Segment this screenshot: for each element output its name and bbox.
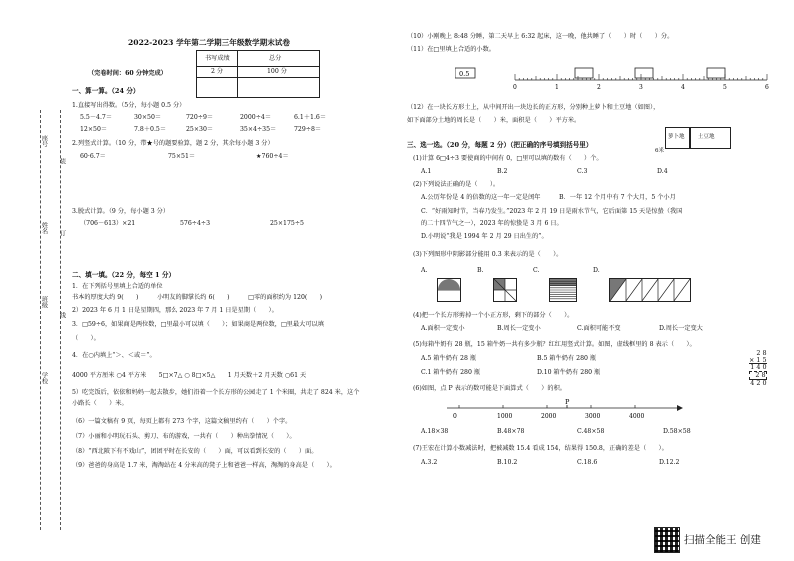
right-page [397, 0, 794, 561]
c7-c: C.18.6 [577, 459, 598, 466]
name-label: 姓名 [40, 222, 48, 235]
ruler-number: 4 [681, 84, 685, 91]
section-2-title: 二、填一填。（22 分，每空 1 分） [72, 271, 176, 279]
radish-plot [665, 127, 691, 149]
score-writing-value: 2 分 [211, 68, 224, 75]
s1-r3-2: 75×51＝ [168, 153, 196, 160]
c2-c: C．“好雨知时节，当春乃发生。”2023 年 2 月 19 日是雨水节气，它后面第 15 天是惊蛰（我国 [421, 208, 683, 215]
s1-r1-1: 5.5－4.7＝ [80, 114, 113, 121]
c3: (3)下列图形中阴影部分能用 0.3 来表示的是（ ）。 [413, 251, 563, 258]
s2-l12: （8）“西北陂下有不戏山”，团团平时在长安的（ ）面，可以看到长安的（ ）面。 [72, 448, 318, 455]
c3-a-label: A. [421, 267, 428, 274]
s2-l13: （9）爸爸的身高是 1.7 米，淘淘站在 4 分米高的凳子上和爸爸一样高，淘淘的身高是（ ）。 [72, 462, 336, 469]
binding-mark-3: 线 [58, 312, 66, 319]
nl-number: 1000 [497, 413, 513, 420]
school-label: 学校 [40, 372, 48, 385]
c5: (5)每箱牛奶有 28 瓶，15 箱牛奶一共有多少瓶？红红用竖式计算。如图，虚线框里的 8 表示（ ）。 [413, 341, 696, 348]
c1: (1)计算 6□4÷3 要使商的中间有 0，□里可以填的数有（ ）个。 [413, 155, 603, 162]
c1-a: A.1 [421, 168, 432, 175]
s1-q3: 3.脱式计算。（9 分，每小题 3 分） [72, 208, 170, 215]
potato-label: 土豆地 [698, 134, 715, 140]
potato-plot [689, 127, 731, 149]
ruler-number: 3 [639, 84, 643, 91]
score-table [196, 50, 320, 98]
vm-row-4: 2 8 [749, 371, 767, 380]
q11: （11）在□里填上合适的小数。 [407, 46, 495, 53]
score-header-writing: 书写成绩 [205, 55, 230, 62]
vm-row-5: 4 2 0 [750, 378, 767, 387]
ruler-number: 6 [765, 84, 769, 91]
s2-l5: （ ）。 [72, 335, 100, 342]
s2-l9: 小路长（ ）米。 [72, 400, 128, 407]
c6-d: D.58×58 [663, 428, 691, 435]
c1-b: B.2 [497, 168, 508, 175]
nl-number: 4000 [629, 413, 645, 420]
s1-r1-4: 2000÷4＝ [240, 114, 272, 121]
score-header-total: 总分 [269, 55, 282, 62]
ruler-box-value: 0.5 [459, 70, 470, 78]
s2-l2: 书本的厚度大约 9( ) 小明友的脚掌长约 6( ) □零的面积约为 120( ) [72, 294, 323, 301]
qr-code-icon [654, 527, 680, 553]
c2-d: D.小明说“我是 1994 年 2 月 29 日出生的”。 [421, 233, 548, 240]
c7-a: A.3.2 [421, 459, 438, 466]
c1-d: D.4 [657, 168, 668, 175]
s2-l3: 2）2023 年 6 月 1 日是星期四，那么 2023 年 7 月 1 日是星期（ ）。 [72, 307, 278, 314]
vm-row-1: 2 8 [756, 349, 767, 357]
score-total-value: 100 分 [267, 68, 287, 75]
number-line [437, 396, 697, 424]
c1-c: C.3 [577, 168, 588, 175]
s1-r2-1: 12×50＝ [80, 126, 108, 133]
ruler-number: 1 [555, 84, 559, 91]
q12a: （12）在一块长方形土上，从中间开出一块边长的正方形，分别种上萝卜和土豆地（如图）， [407, 104, 660, 111]
seat-label: 座号 [40, 135, 48, 148]
exam-title: 2022-2023 学年第二学期三年级数学期末试卷 [128, 38, 290, 47]
s2-l10: （6）一篇文稿有 9 页，每页上都有 273 个字，这篇文稿里约有（ ）个字。 [72, 418, 292, 425]
nl-number: 0 [453, 413, 457, 420]
c2-c-cont: 的二十四节气之一），2023 年的惊蛰是 3 月 6 日。 [421, 220, 563, 227]
c3-c-figure [549, 278, 577, 302]
c6-a: A.18×38 [421, 428, 449, 435]
nl-number: 3000 [585, 413, 601, 420]
scanner-watermark: 扫描全能王 创建 [684, 534, 761, 546]
c3-c-label: C. [533, 267, 540, 274]
c3-b-figure [493, 278, 517, 302]
binding-mark-2: 订 [58, 230, 66, 237]
plot-dimension: 6米 [655, 148, 664, 154]
nl-number: 2000 [541, 413, 557, 420]
s1-r4-1: （706－613）×21 [80, 220, 136, 227]
s1-r2-2: 7.8＋0.5＝ [134, 126, 167, 133]
s1-q1: 1.直接写出得数。（5分，每小题 0.5 分） [72, 102, 186, 109]
s2-l8: 5）吃完饭后，依依和妈妈一起去散步，她们沿着一个长方形的公园走了 1 个米圈，共走了 824 米，这个 [72, 389, 360, 396]
c5-c: C.1 箱牛奶有 280 瓶 [421, 369, 481, 376]
s1-r2-5: 729÷8＝ [294, 126, 322, 133]
c5-b: B.5 箱牛奶有 280 瓶 [537, 355, 597, 362]
time-note: （完卷时间：60 分钟完成） [88, 70, 167, 77]
class-label: 班级 [40, 296, 48, 309]
binding-mark-1: 装 [58, 158, 66, 165]
ruler-number: 5 [723, 84, 727, 91]
s1-r1-5: 6.1＋1.6＝ [294, 114, 327, 121]
c3-d-figure [609, 278, 691, 302]
section-1-title: 一、算一算。（24 分） [72, 87, 140, 95]
s1-r1-2: 30×50＝ [134, 114, 162, 121]
s2-l6: 4．在○内填上“＞、＜或＝”。 [72, 352, 156, 359]
binding-line-inner [60, 110, 61, 530]
q10: （10）小刚晚上 8:48 分睡，第二天早上 6:32 起床，这一晚，他共睡了（ ）时（ ）分。 [407, 33, 674, 40]
c5-d: D.10 箱牛奶有 280 瓶 [537, 369, 601, 376]
s1-r2-3: 25×30＝ [186, 126, 214, 133]
number-ruler [455, 62, 775, 92]
s2-l11: （7）小丽和小明玩石头、剪刀、布的游戏，一共有（ ）种出拳情况（ ）。 [72, 433, 296, 440]
q12b: 如下面部分土地的周长是（ ）米，面积是（ ）平方米。 [407, 117, 581, 124]
s2-l4: 3．□59÷6，如果商是两位数，□里最小可以填（ ）；如果商是两位数，□里最大可以填 [72, 321, 324, 328]
c4-d: D.周长一定变大 [659, 325, 703, 332]
s1-r4-3: 25×175÷5 [270, 220, 304, 227]
ruler-number: 2 [597, 84, 601, 91]
vm-row-2: × 1 5 [749, 355, 767, 364]
c6-b: B.48×78 [497, 428, 525, 435]
c4-b: B.周长一定变小 [497, 325, 541, 332]
c7-d: D.12.2 [659, 459, 680, 466]
c3-a-figure [437, 278, 461, 302]
s1-r3-1: 60·6.7＝ [80, 153, 106, 160]
c4: (4)把一个长方形剪掉一个小正方形，剩下的部分（ ）。 [413, 312, 574, 319]
c3-b-label: B. [477, 267, 484, 274]
section-3-title: 三、选一选。（20 分，每题 2 分）（把正确的序号填到括号里） [407, 141, 593, 149]
c5-a: A.5 箱牛奶有 28 瓶 [421, 355, 477, 362]
ruler-number: 0 [513, 84, 517, 91]
c6: (6)如图，点 P 表示的数可能是下面算式（ ）的积。 [413, 385, 566, 392]
s1-r2-4: 35×4÷35＝ [240, 126, 277, 133]
c7: (7)王宏在计算小数减法时，把被减数 15.4 看成 154，结果得 150.8，正确的差是（ ）。 [413, 445, 668, 452]
s2-l7: 4000 平方厘米 ○4 平方米 5□×7△ ○ 8□×5△ 1 月天数＋2 月天数 ○61 天 [72, 372, 307, 379]
s1-q2: 2.列竖式计算。（10 分，带★号的题要验算，题 2 分，其余每小题 3 分） [72, 140, 274, 147]
s1-r1-3: 720÷9＝ [186, 114, 214, 121]
c6-c: C.48×58 [577, 428, 605, 435]
radish-label: 萝卜地 [668, 134, 685, 140]
s1-r4-2: 576÷4÷3 [180, 220, 211, 227]
c2-a: A.公历年份是 4 的倍数的这一年一定是闰年 B．一年 12 个月中有 7 个大月，5 个小月 [421, 194, 676, 201]
c4-c: C.面积可能不变 [577, 325, 621, 332]
c3-d-label: D. [593, 267, 600, 274]
s2-l1: 1．在下列括号里填上合适的单位 [72, 283, 163, 290]
s1-r3-3: ★760÷4＝ [256, 153, 289, 160]
vertical-multiplication [749, 350, 767, 387]
c7-b: B.10.2 [497, 459, 518, 466]
c2: (2)下列说法正确的是（ ）。 [413, 181, 500, 188]
nl-point-label: P [565, 398, 570, 406]
binding-line [40, 110, 41, 530]
c4-a: A.面积一定变小 [421, 325, 465, 332]
vm-row-3: 1 4 0 [750, 363, 767, 372]
